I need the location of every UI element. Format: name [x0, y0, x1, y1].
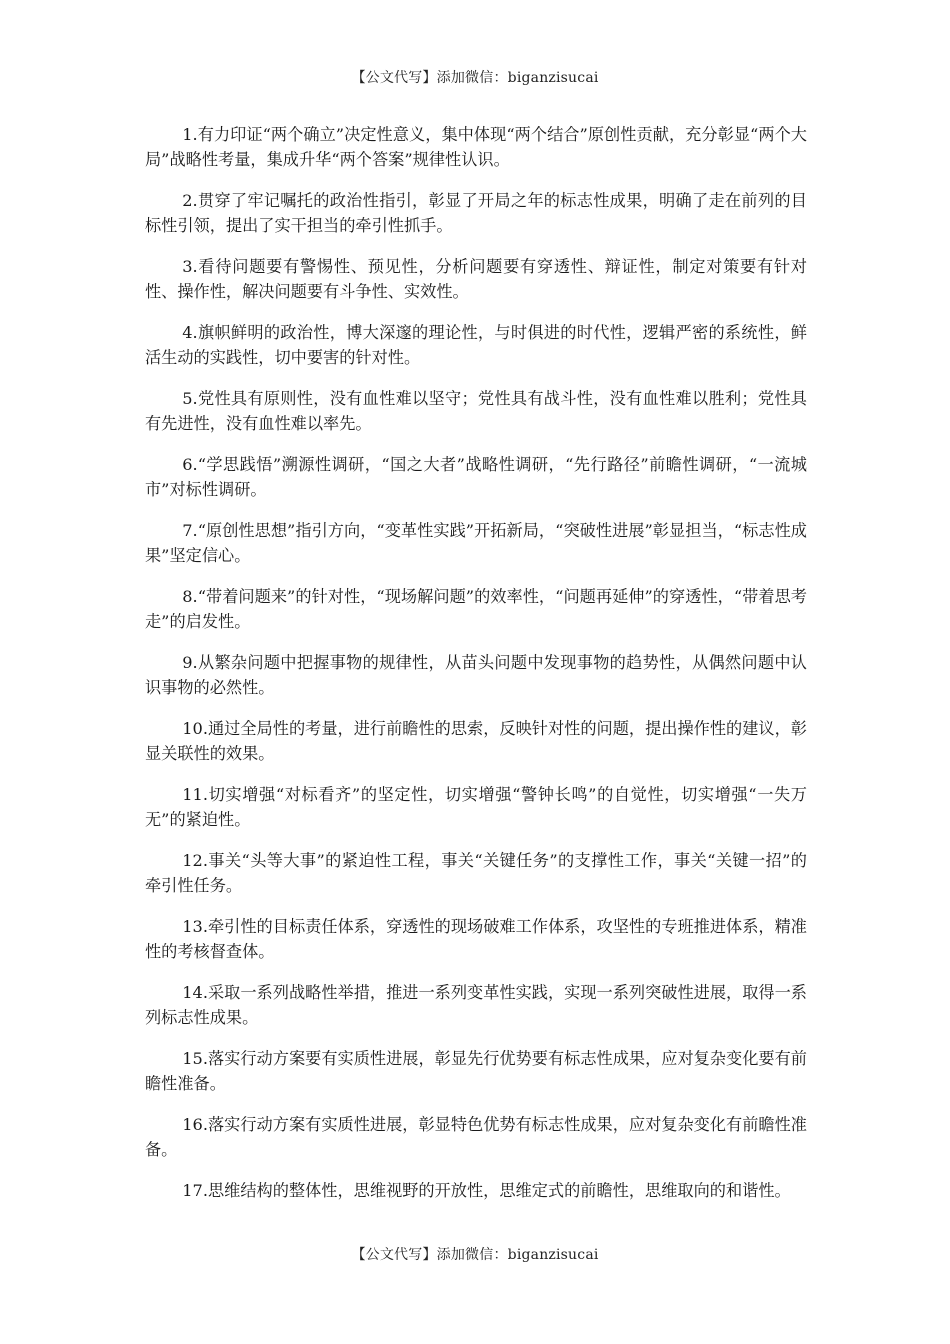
paragraph-6: 6.“学思践悟”溯源性调研，“国之大者”战略性调研，“先行路径”前瞻性调研，“一流城市”对标性调研。 [145, 455, 807, 499]
paragraph-16: 16.落实行动方案有实质性进展，彰显特色优势有标志性成果，应对复杂变化有前瞻性准备。 [145, 1115, 807, 1159]
paragraph-2: 2.贯穿了牢记嘱托的政治性指引，彰显了开局之年的标志性成果，明确了走在前列的目标性引领，提出了实干担当的牵引性抓手。 [145, 191, 807, 235]
paragraph-4: 4.旗帜鲜明的政治性，博大深邃的理论性，与时俱进的时代性，逻辑严密的系统性，鲜活生动的实践性，切中要害的针对性。 [145, 323, 807, 367]
paragraph-1: 1.有力印证“两个确立”决定性意义，集中体现“两个结合”原创性贡献，充分彰显“两个大局”战略性考量，集成升华“两个答案”规律性认识。 [145, 125, 807, 169]
paragraph-7: 7.“原创性思想”指引方向，“变革性实践”开拓新局，“突破性进展”彰显担当，“标志性成果”坚定信心。 [145, 521, 807, 565]
paragraph-8: 8.“带着问题来”的针对性，“现场解问题”的效率性，“问题再延伸”的穿透性，“带着思考走”的启发性。 [145, 587, 807, 631]
paragraph-9: 9.从繁杂问题中把握事物的规律性，从苗头问题中发现事物的趋势性，从偶然问题中认识事物的必然性。 [145, 653, 807, 697]
paragraph-12: 12.事关“头等大事”的紧迫性工程，事关“关键任务”的支撑性工作，事关“关键一招”的牵引性任务。 [145, 851, 807, 895]
paragraph-14: 14.采取一系列战略性举措，推进一系列变革性实践，实现一系列突破性进展，取得一系列标志性成果。 [145, 983, 807, 1027]
page-footer: 【公文代写】添加微信：biganzisucai [351, 1247, 599, 1263]
paragraph-5: 5.党性具有原则性，没有血性难以坚守；党性具有战斗性，没有血性难以胜利；党性具有先进性，没有血性难以率先。 [145, 389, 807, 433]
paragraph-3: 3.看待问题要有警惕性、预见性，分析问题要有穿透性、辩证性，制定对策要有针对性、操作性，解决问题要有斗争性、实效性。 [145, 257, 807, 301]
paragraph-13: 13.牵引性的目标责任体系，穿透性的现场破难工作体系，攻坚性的专班推进体系，精准性的考核督查体。 [145, 917, 807, 961]
paragraph-17: 17.思维结构的整体性，思维视野的开放性，思维定式的前瞻性，思维取向的和谐性。 [182, 1181, 791, 1200]
paragraph-11: 11.切实增强“对标看齐”的坚定性，切实增强“警钟长鸣”的自觉性，切实增强“一失万无”的紧迫性。 [145, 785, 807, 829]
document-body [145, 122, 807, 1219]
page-header: 【公文代写】添加微信：biganzisucai [351, 70, 599, 86]
paragraph-15: 15.落实行动方案要有实质性进展，彰显先行优势要有标志性成果，应对复杂变化要有前瞻性准备。 [145, 1049, 807, 1093]
paragraph-10: 10.通过全局性的考量，进行前瞻性的思索，反映针对性的问题，提出操作性的建议，彰显关联性的效果。 [145, 719, 807, 763]
